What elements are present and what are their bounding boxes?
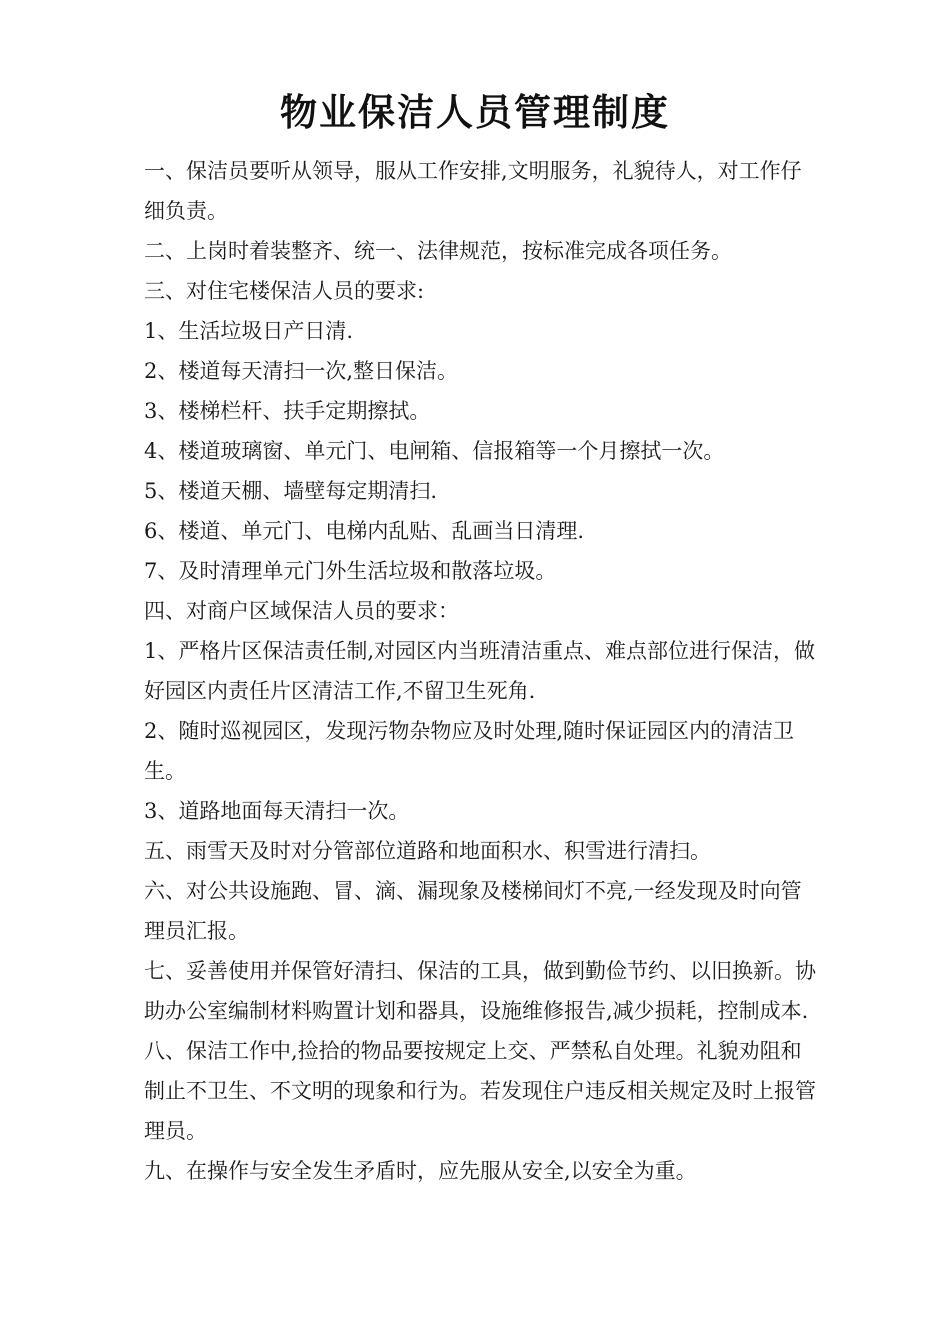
document-title: 物业保洁人员管理制度	[280, 91, 670, 134]
paragraph-8: 5、楼道天棚、墙壁每定期清扫.	[144, 479, 438, 503]
paragraph-18: 八、保洁工作中,捡拾的物品要按规定上交、严禁私自处理。礼貌劝阻和制止不卫生、不文明的现象和行为。若发现住户违反相关规定及时上报管理员。	[144, 1039, 816, 1143]
paragraph-7: 4、楼道玻璃窗、单元门、电闸箱、信报箱等一个月擦拭一次。	[144, 439, 725, 463]
paragraph-4: 1、生活垃圾日产日清.	[144, 319, 354, 343]
paragraph-16: 六、对公共设施跑、冒、滴、漏现象及楼梯间灯不亮,一经发现及时向管理员汇报。	[144, 879, 802, 943]
paragraph-6: 3、楼梯栏杆、扶手定期擦拭。	[144, 399, 431, 423]
paragraph-12: 1、严格片区保洁责任制,对园区内当班清洁重点、难点部位进行保洁，做好园区内责任片区清洁工作,不留卫生死角.	[144, 639, 816, 703]
document-body	[144, 151, 816, 1191]
paragraph-1: 一、保洁员要听从领导，服从工作安排,文明服务，礼貌待人，对工作仔细负责。	[144, 159, 802, 223]
paragraph-10: 7、及时清理单元门外生活垃圾和散落垃圾。	[144, 559, 557, 583]
paragraph-17: 七、妥善使用并保管好清扫、保洁的工具，做到勤俭节约、以旧换新。协助办公室编制材料购置计划和器具，设施维修报告,减少损耗，控制成本.	[144, 959, 816, 1023]
paragraph-14: 3、道路地面每天清扫一次。	[144, 799, 410, 823]
paragraph-9: 6、楼道、单元门、电梯内乱贴、乱画当日清理.	[144, 519, 585, 543]
paragraph-2: 二、上岗时着装整齐、统一、法律规范，按标准完成各项任务。	[144, 239, 732, 263]
paragraph-19: 九、在操作与安全发生矛盾时，应先服从安全,以安全为重。	[144, 1159, 697, 1183]
paragraph-3: 三、对住宅楼保洁人员的要求:	[144, 279, 425, 303]
paragraph-11: 四、对商户区域保洁人员的要求：	[144, 599, 459, 623]
paragraph-13: 2、随时巡视园区，发现污物杂物应及时处理,随时保证园区内的清洁卫生。	[144, 719, 795, 783]
paragraph-5: 2、楼道每天清扫一次,整日保洁。	[144, 359, 459, 383]
paragraph-15: 五、雨雪天及时对分管部位道路和地面积水、积雪进行清扫。	[144, 839, 711, 863]
